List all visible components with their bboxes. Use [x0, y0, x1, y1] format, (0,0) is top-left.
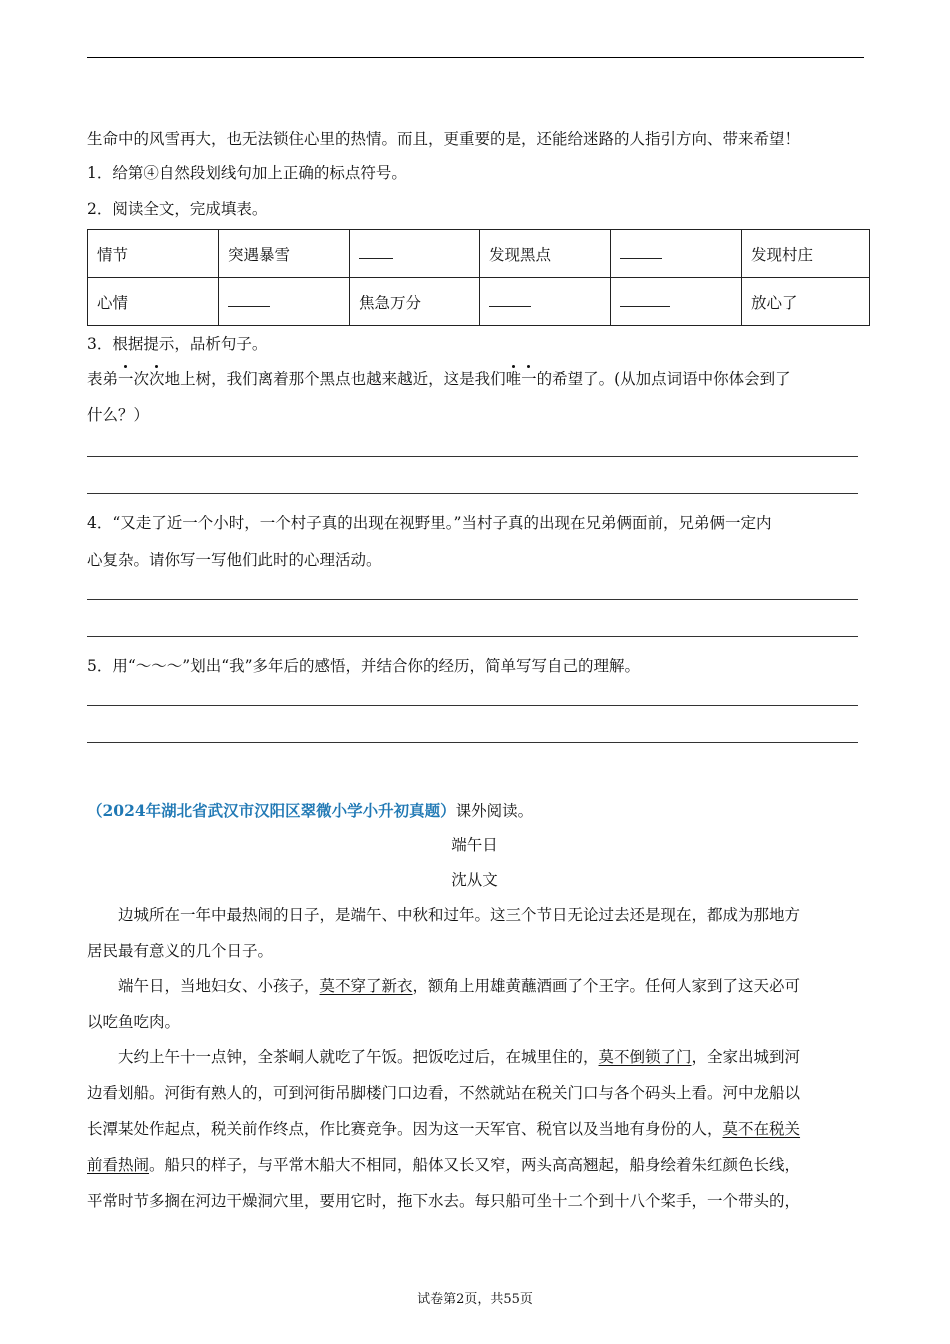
page-footer: 试卷第2页，共55页: [417, 1292, 533, 1307]
emphasis-dot-char: 一: [118, 370, 134, 388]
top-paragraph: 生命中的风雪再大，也无法锁住心里的热情。而且，更重要的是，还能给迷路的人指引方向、带来希望！: [87, 130, 801, 148]
answer-line[interactable]: [87, 705, 858, 706]
paragraph-line: 边城所在一年中最热闹的日子，是端午、中秋和过年。这三个节日无论过去还是现在，都成为那地方: [118, 906, 801, 924]
answer-line[interactable]: [87, 599, 858, 600]
fill-in-table: [87, 229, 870, 326]
answer-line[interactable]: [87, 493, 858, 494]
table-cell: 情节: [88, 230, 219, 278]
paragraph-text: 大约上午十一点钟，全茶峒人就吃了午饭。把饭吃过后，在城里住的，: [118, 1048, 599, 1066]
emphasis-dot-char: 唯: [505, 370, 522, 388]
paragraph-line: 边看划船。河街有熟人的，可到河街吊脚楼门口边看，不然就站在税关门口与各个码头上看。河中龙船以: [87, 1084, 801, 1102]
paragraph-text: 。船只的样子，与平常木船大不相同，船体又长又窄，两头高高翘起，船身绘着朱红颜色长线，: [149, 1156, 801, 1174]
emphasis-dot-char: 一: [521, 370, 537, 388]
answer-line[interactable]: [87, 636, 858, 637]
passage-author: 沈从文: [451, 871, 498, 889]
underlined-text: 莫不穿了新衣: [319, 977, 413, 995]
paragraph-text: ，额角上用雄黄蘸酒画了个王字。任何人家到了这天必可: [412, 977, 801, 995]
blank-line: [228, 292, 270, 307]
paragraph-line: 平常时节多搁在河边干燥洞穴里，要用它时，拖下水去。每只船可坐十二个到十八个桨手，一个带头的，: [87, 1192, 801, 1210]
question-3-sentence-end: 什么？）: [87, 406, 150, 424]
sentence-text: 的希望了。(从加点词语中你体会到了: [536, 370, 791, 388]
paragraph-line: [87, 1154, 867, 1176]
table-blank-cell[interactable]: [480, 278, 611, 326]
answer-line[interactable]: [87, 742, 858, 743]
passage-source-line: [87, 800, 867, 822]
table-cell: 焦急万分: [350, 278, 480, 326]
blank-line: [620, 244, 662, 259]
question-2: 2．阅读全文，完成填表。: [87, 200, 268, 218]
table-blank-cell[interactable]: [350, 230, 480, 278]
question-3-title: 3．根据提示，品析句子。: [87, 335, 268, 353]
paragraph-line: 以吃鱼吃肉。: [87, 1013, 181, 1031]
question-5: 5．用“～～～”划出“我”多年后的感悟，并结合你的经历，简单写写自己的理解。: [87, 657, 641, 675]
table-blank-cell[interactable]: [611, 230, 742, 278]
passage-title: 端午日: [451, 836, 498, 854]
table-blank-cell[interactable]: [611, 278, 742, 326]
underlined-text: 莫不在税关: [722, 1120, 801, 1138]
blank-line: [359, 244, 393, 259]
question-1: 1．给第④自然段划线句加上正确的标点符号。: [87, 164, 407, 182]
table-row: [88, 230, 870, 278]
answer-line[interactable]: [87, 456, 858, 457]
blank-line: [620, 292, 670, 307]
question-4-line-1: 4．“又走了近一个小时，一个村子真的出现在视野里。”当村子真的出现在兄弟俩面前，兄弟俩一定内: [87, 514, 772, 532]
passage-source-suffix: 课外阅读。: [455, 802, 534, 820]
header-rule: [87, 57, 864, 58]
paragraph-line: [87, 975, 867, 997]
emphasis-dot-char: 次: [149, 370, 165, 388]
passage-source: （2024年湖北省武汉市汉阳区翠微小学小升初真题）: [87, 801, 456, 820]
blank-line: [489, 292, 531, 307]
table-cell: 发现黑点: [480, 230, 611, 278]
table-cell: 突遇暴雪: [219, 230, 350, 278]
underlined-text: 莫不倒锁了门: [598, 1048, 692, 1066]
question-3-sentence: [87, 368, 867, 390]
table-row: [88, 278, 870, 326]
paragraph-line: 居民最有意义的几个日子。: [87, 942, 274, 960]
sentence-text: 表弟: [87, 370, 119, 388]
underlined-text: 前看热闹: [87, 1156, 150, 1174]
paragraph-line: [87, 1046, 867, 1068]
sentence-text: 次: [133, 370, 150, 388]
table-cell: 心情: [88, 278, 219, 326]
sentence-text: 地上树，我们离着那个黑点也越来越近，这是我们: [164, 370, 506, 388]
table-blank-cell[interactable]: [219, 278, 350, 326]
paragraph-text: 端午日，当地妇女、小孩子，: [118, 977, 320, 995]
paragraph-line: [87, 1118, 867, 1140]
table-cell: 放心了: [742, 278, 870, 326]
question-4-line-2: 心复杂。请你写一写他们此时的心理活动。: [87, 551, 382, 569]
paragraph-text: ，全家出城到河: [691, 1048, 801, 1066]
paragraph-text: 长潭某处作起点，税关前作终点，作比赛竞争。因为这一天军官、税官以及当地有身份的人，: [87, 1120, 723, 1138]
table-cell: 发现村庄: [742, 230, 870, 278]
